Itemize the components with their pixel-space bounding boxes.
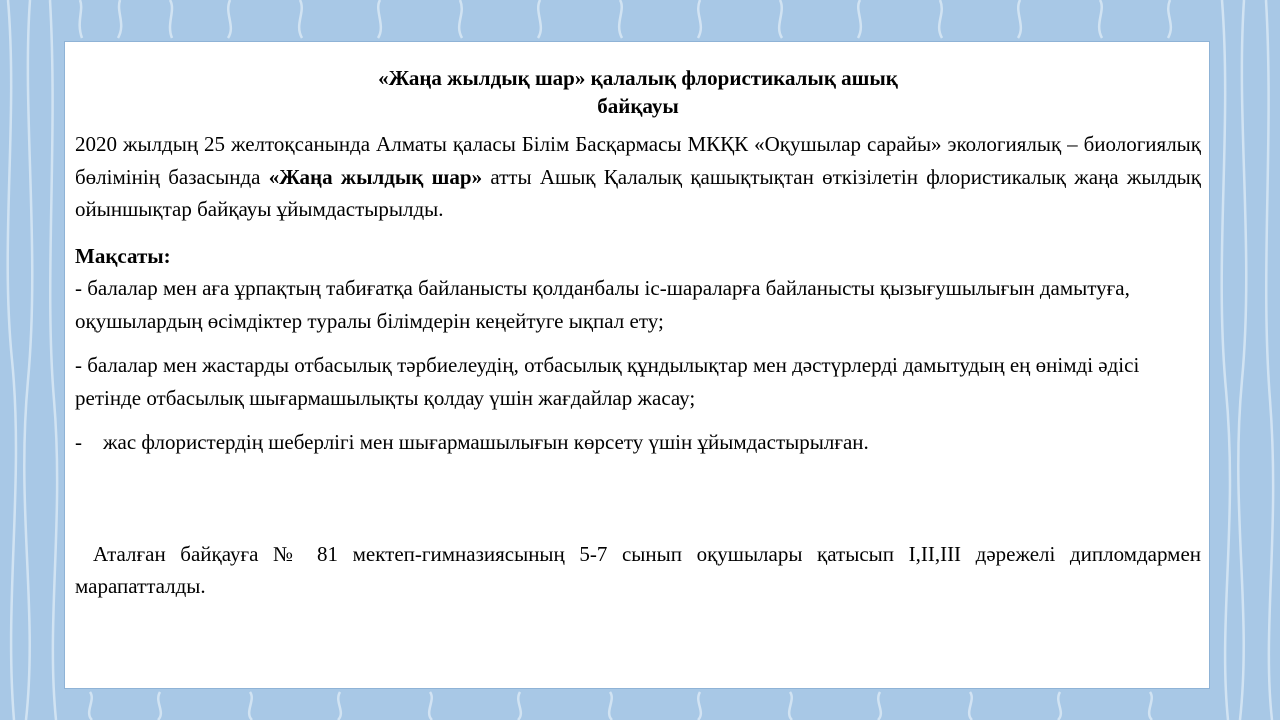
results-paragraph: Аталған байқауға № 81 мектеп-гимназиясының 5-7 сынып оқушылары қатысып I,II,III дәрежелі дипломдармен марапатталды. <box>75 541 1201 598</box>
intro-text-part1: 2020 жылдың 25 желтоқсанында Алматы қаласы Білім Басқармасы МКҚК «Оқушылар сарайы» экологиялық – биологиялық бөлімінің базасында <box>75 132 1201 189</box>
intro-bold-event-name: «Жаңа жылдық шар» <box>268 164 483 189</box>
goals-heading: Мақсаты: <box>75 243 171 268</box>
goal-item-2: - балалар мен жастарды отбасылық тәрбиелеудің, отбасылық құндылықтар мен дәстүрлерді дамытудың ең өнімді әдісі ретінде отбасылық шығармашылықты қолдау үшін жағдайлар жасау; <box>75 353 1140 410</box>
title-line-1: «Жаңа жылдық шар» қалалық флористикалық ашық <box>378 66 898 90</box>
slide-text-body <box>75 64 1201 624</box>
intro-paragraph <box>75 128 1201 226</box>
slide-content-card <box>64 41 1210 689</box>
goal-item-1: - балалар мен аға ұрпақтың табиғатқа байланысты қолданбалы іс-шараларға байланысты қызығушылығын дамытуға, оқушылардың өсімдіктер туралы білімдерін кеңейтуге ықпал ету; <box>75 276 1130 333</box>
goal-item-3-text: жас флористердің шеберлігі мен шығармашылығын көрсету үшін ұйымдастырылған. <box>103 430 869 454</box>
slide-title <box>75 64 1201 120</box>
intro-text-part2: атты Ашық Қалалық қашықтықтан өткізілетін флористикалық жаңа жылдық ойыншықтар байқауы ұйымдастырылды. <box>75 164 1201 221</box>
spacer <box>75 471 1201 517</box>
title-line-2: байқауы <box>597 94 679 118</box>
goal-item-3 <box>75 426 1201 459</box>
goal-item-3-dash: - <box>75 430 82 454</box>
